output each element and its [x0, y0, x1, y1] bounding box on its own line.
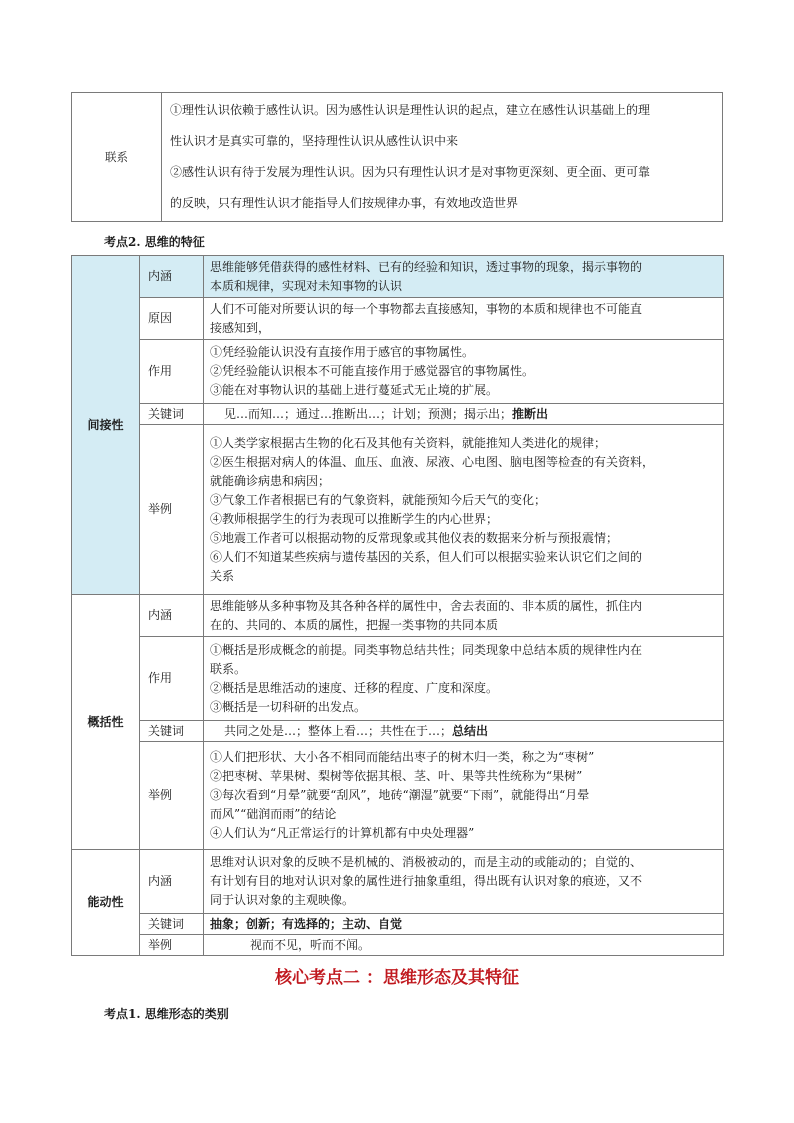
link-line: ②感性认识有待于发展为理性认识。因为只有理性认识才是对事物更深刻、更全面、更可靠	[170, 165, 651, 179]
core-title: 核心考点二 ：思维形态及其特征	[275, 968, 519, 988]
text-line: ③能在对事物认识的基础上进行蔓延式无止境的扩展。	[210, 383, 499, 397]
row-label: 原因	[140, 298, 204, 340]
keywords-bold: 总结出	[452, 723, 489, 738]
row-content	[204, 721, 724, 742]
row-content	[204, 850, 724, 914]
link-line: ①理性认识依赖于感性认识。因为感性认识是理性认识的起点，建立在感性认识基础上的理	[170, 103, 651, 117]
keywords-bold: 推断出	[512, 406, 549, 421]
text-line: 思维能够凭借获得的感性材料、已有的经验和知识，透过事物的现象，揭示事物的	[210, 259, 643, 274]
row-label: 作用	[140, 340, 204, 404]
row-label: 关键词	[140, 404, 204, 425]
keywords-bold: 抽象；创新；有选择的；主动、自觉	[210, 916, 403, 931]
text-line: 在的、共同的、本质的属性，把握一类事物的共同本质	[210, 617, 499, 632]
section1-heading: 考点1. 思维形态的类别	[104, 1007, 229, 1021]
row-content	[204, 637, 724, 721]
text-line: 人们不可能对所要认识的每一个事物都去直接感知，事物的本质和规律也不可能直	[210, 301, 643, 316]
keywords-text: 见…而知…；通过…推断出…；计划；预测；揭示出；	[224, 406, 513, 421]
feature-general-label: 概括性	[72, 595, 140, 850]
text-line: 就能确诊病患和病因；	[210, 473, 331, 488]
text-line: 而风”“础润而雨”的结论	[210, 807, 337, 821]
text-line: ①凭经验能认识没有直接作用于感官的事物属性。	[210, 345, 475, 359]
row-content	[204, 404, 724, 425]
row-content	[204, 914, 724, 935]
text-line: ①概括是形成概念的前提。同类事物总结共性；同类现象中总结本质的规律性内在	[210, 642, 643, 657]
keywords-text: 共同之处是…；整体上看…；共性在于…；	[224, 723, 453, 738]
row-content	[204, 298, 724, 340]
text-line: ②医生根据对病人的体温、血压、血液、尿液、心电图、脑电图等检查的有关资料，	[210, 454, 655, 469]
text-line: 联系。	[210, 661, 247, 676]
text-line: ④人们认为“凡正常运行的计算机都有中央处理器”	[210, 826, 475, 840]
features-table	[71, 255, 724, 956]
row-content	[204, 425, 724, 595]
row-content	[204, 256, 724, 298]
row-label: 举例	[140, 425, 204, 595]
text-line: 思维对认识对象的反映不是机械的、消极被动的，而是主动的或能动的；自觉的、	[210, 855, 643, 869]
link-table	[71, 92, 723, 222]
link-line: 的反映，只有理性认识才能指导人们按规律办事，有效地改造世界	[170, 196, 519, 210]
text-line: ③每次看到“月晕”就要“刮风”，地砖“潮湿”就要“下雨”，就能得出“月晕	[210, 788, 590, 802]
text-line: 思维能够从多种事物及其各种各样的属性中，舍去表面的、非本质的属性，抓住内	[210, 598, 643, 613]
link-line: 性认识才是真实可靠的，坚持理性认识从感性认识中来	[170, 134, 459, 148]
row-label: 内涵	[140, 850, 204, 914]
feature-active-label: 能动性	[72, 850, 140, 956]
text-line: ④教师根据学生的行为表现可以推断学生的内心世界；	[210, 511, 499, 526]
link-label: 联系	[72, 93, 162, 222]
text-line: 接感知到，	[210, 320, 271, 335]
row-label: 关键词	[140, 914, 204, 935]
text-line: ③概括是一切科研的出发点。	[210, 699, 367, 714]
text-line: 本质和规律，实现对未知事物的认识	[210, 278, 403, 293]
row-content	[204, 742, 724, 850]
row-label: 作用	[140, 637, 204, 721]
text-line: 有计划有目的地对认识对象的属性进行抽象重组，得出既有认识对象的痕迹，又不	[210, 874, 643, 888]
section2-heading: 考点2. 思维的特征	[104, 235, 205, 249]
row-content	[204, 340, 724, 404]
row-label: 举例	[140, 935, 204, 956]
text-line: ①人类学家根据古生物的化石及其他有关资料，就能推知人类进化的规律；	[210, 435, 607, 450]
text-line: ②凭经验能认识根本不可能直接作用于感觉器官的事物属性。	[210, 364, 535, 378]
text-line: 关系	[210, 568, 235, 583]
feature-indirect-label: 间接性	[72, 256, 140, 595]
text-line: 同于认识对象的主观映像。	[210, 893, 355, 907]
row-label: 举例	[140, 742, 204, 850]
row-label: 内涵	[140, 256, 204, 298]
text-line: ⑥人们不知道某些疾病与遗传基因的关系，但人们可以根据实验来认识它们之间的	[210, 549, 643, 564]
text-line: ②把枣树、苹果树、梨树等依据其根、茎、叶、果等共性统称为“果树”	[210, 769, 583, 783]
link-content	[162, 93, 723, 222]
row-content: 视而不见，听而不闻。	[204, 935, 724, 956]
text-line: ②概括是思维活动的速度、迁移的程度、广度和深度。	[210, 680, 499, 695]
text-line: ①人们把形状、大小各不相同而能结出枣子的树木归一类，称之为“枣树”	[210, 750, 595, 764]
text-line: ③气象工作者根据已有的气象资料，就能预知今后天气的变化；	[210, 492, 547, 507]
text-line: ⑤地震工作者可以根据动物的反常现象或其他仪表的数据来分析与预报震情；	[210, 530, 619, 545]
row-label: 内涵	[140, 595, 204, 637]
row-label: 关键词	[140, 721, 204, 742]
row-content	[204, 595, 724, 637]
